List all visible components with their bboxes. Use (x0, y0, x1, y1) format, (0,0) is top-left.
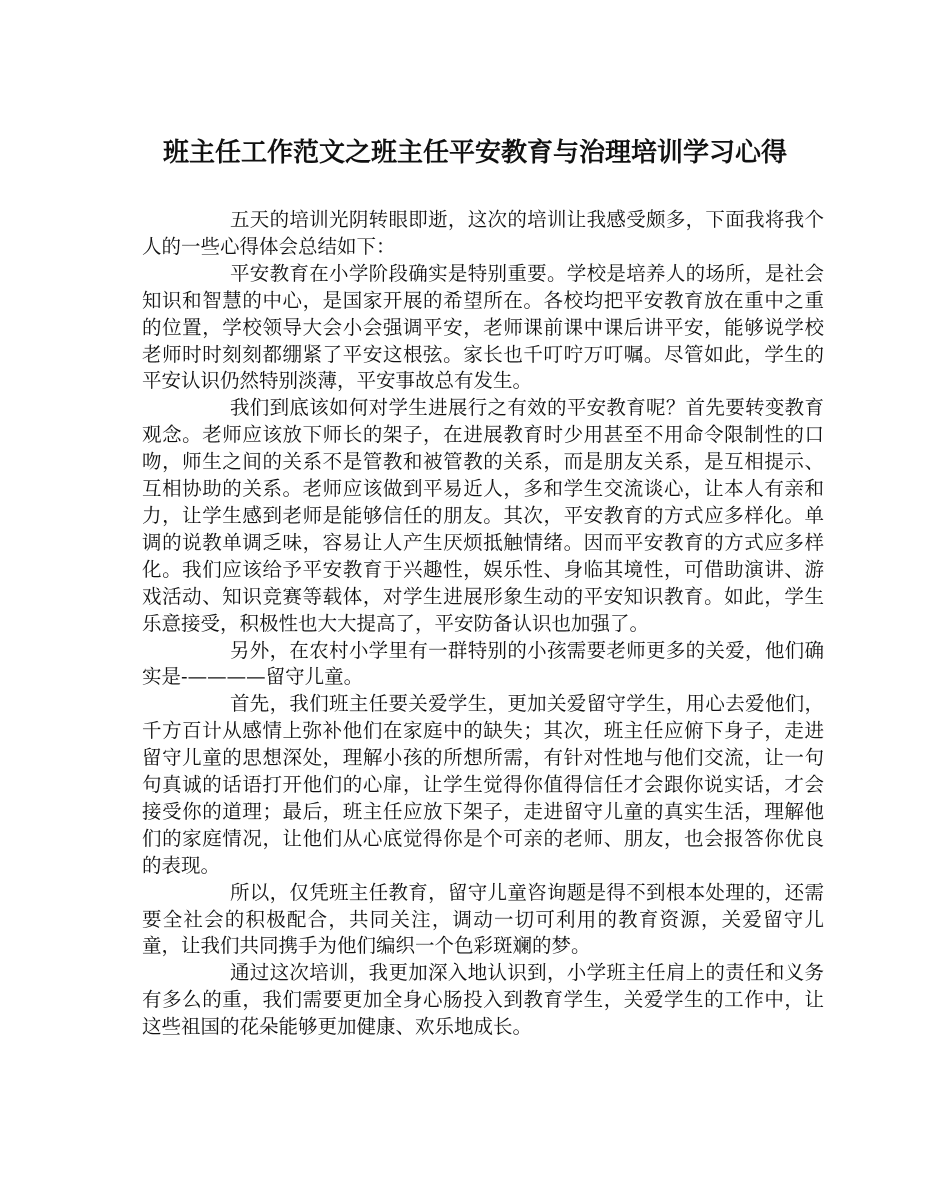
document-body (142, 207, 824, 1041)
paragraph-3: 我们到底该如何对学生进展行之有效的平安教育呢？首先要转变教育观念。老师应该放下师长的架子，在进展教育时少用甚至不用命令限制性的口吻，师生之间的关系不是管教和被管教的关系，而是朋友关系，是互相提示、互相协助的关系。老师应该做到平易近人，多和学生交流谈心，让本人有亲和力，让学生感到老师是能够信任的朋友。其次，平安教育的方式应多样化。单调的说教单调乏味，容易让人产生厌烦抵触情绪。因而平安教育的方式应多样化。我们应该给予平安教育于兴趣性，娱乐性、身临其境性，可借助演讲、游戏活动、知识竞赛等载体，对学生进展形象生动的平安知识教育。如此，学生乐意接受，积极性也大大提高了，平安防备认识也加强了。 (142, 396, 824, 635)
paragraph-2: 平安教育在小学阶段确实是特别重要。学校是培养人的场所，是社会知识和智慧的中心，是国家开展的希望所在。各校均把平安教育放在重中之重的位置，学校领导大会小会强调平安，老师课前课中课后讲平安，能够说学校老师时时刻刻都绷紧了平安这根弦。家长也千叮咛万叮嘱。尽管如此，学生的平安认识仍然特别淡薄，平安事故总有发生。 (142, 261, 824, 393)
paragraph-6: 所以，仅凭班主任教育，留守儿童咨询题是得不到根本处理的，还需要全社会的积极配合，共同关注，调动一切可利用的教育资源，关爱留守儿童，让我们共同携手为他们编织一个色彩斑斓的梦。 (142, 880, 824, 958)
paragraph-7: 通过这次培训，我更加深入地认识到，小学班主任肩上的责任和义务有多么的重，我们需要更加全身心肠投入到教育学生，关爱学生的工作中，让这些祖国的花朵能够更加健康、欢乐地成长。 (142, 961, 824, 1039)
paragraph-1: 五天的培训光阴转眼即逝，这次的培训让我感受颇多，下面我将我个人的一些心得体会总结如下： (142, 208, 824, 258)
document-title: 班主任工作范文之班主任平安教育与治理培训学习心得 (162, 138, 787, 168)
paragraph-5: 首先，我们班主任要关爱学生，更加关爱留守学生，用心去爱他们，千方百计从感情上弥补他们在家庭中的缺失；其次，班主任应俯下身子，走进留守儿童的思想深处，理解小孩的所想所需，有针对性地与他们交流，让一句句真诚的话语打开他们的心扉，让学生觉得你值得信任才会跟你说实话，才会接受你的道理；最后，班主任应放下架子，走进留守儿童的真实生活，理解他们的家庭情况，让他们从心底觉得你是个可亲的老师、朋友，也会报答你优良的表现。 (142, 692, 824, 877)
paragraph-4: 另外，在农村小学里有一群特别的小孩需要老师更多的关爱，他们确实是-————留守儿童。 (142, 638, 824, 689)
